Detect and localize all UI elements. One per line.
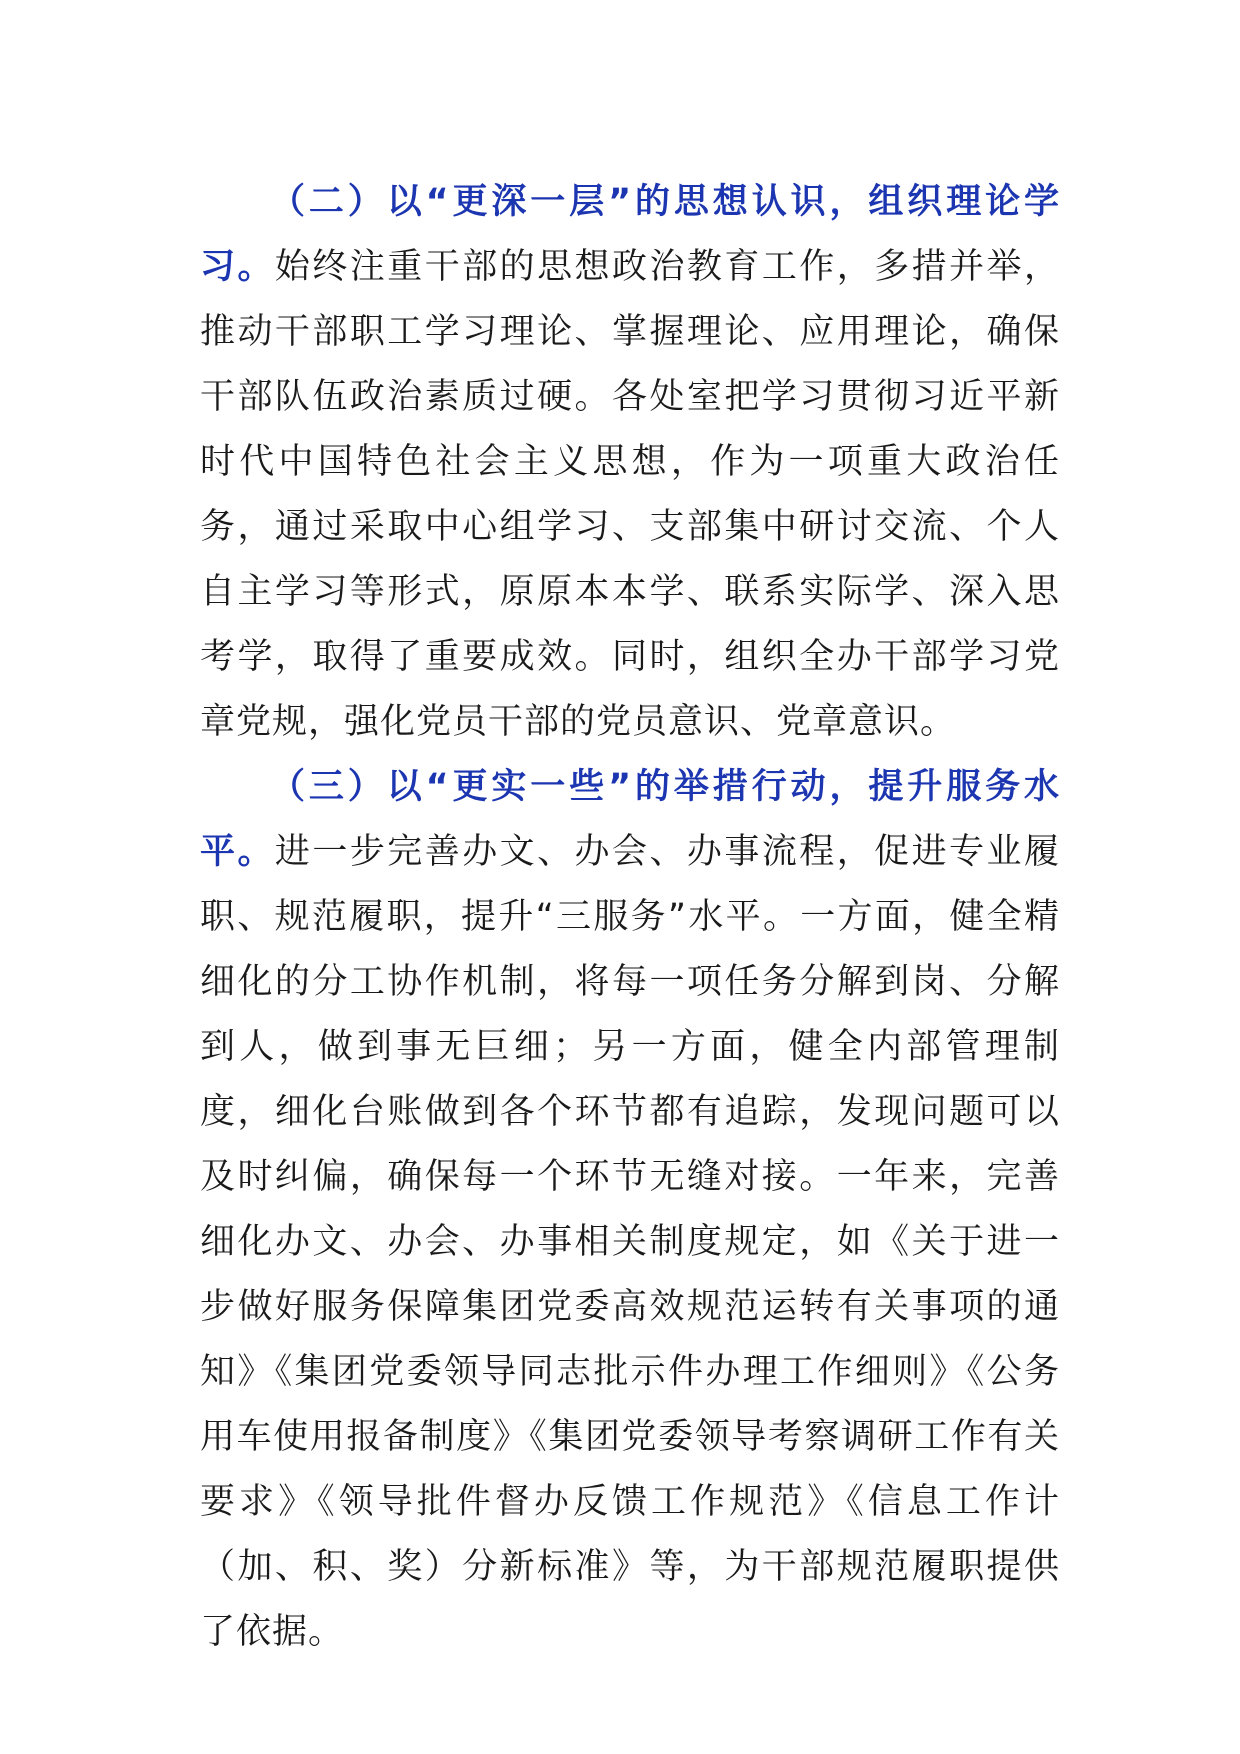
document-page [200, 170, 1060, 1665]
section-heading: （二）以“更深一层”的思想认识，组织理论学习。 [200, 182, 1060, 287]
section-paragraph-2 [200, 170, 1060, 755]
section-body: 进一步完善办文、办会、办事流程，促进专业履职、规范履职，提升“三服务”水平。一方面，健全精细化的分工协作机制，将每一项任务分解到岗、分解到人，做到事无巨细；另一方面，健全内部管理制度，细化台账做到各个环节都有追踪，发现问题可以及时纠偏，确保每一个环节无缝对接。一年来，完善细化办文、办会、办事相关制度规定，如《关于进一步做好服务保障集团党委高效规范运转有关事项的通知》《集团党委领导同志批示件办理工作细则》《公务用车使用报备制度》《集团党委领导考察调研工作有关要求》《领导批件督办反馈工作规范》《信息工作计（加、积、奖）分新标准》等，为干部规范履职提供了依据。 [200, 832, 1060, 1652]
section-heading: （三）以“更实一些”的举措行动，提升服务水平。 [200, 767, 1060, 872]
section-paragraph-3 [200, 755, 1060, 1665]
section-body: 始终注重干部的思想政治教育工作，多措并举，推动干部职工学习理论、掌握理论、应用理论，确保干部队伍政治素质过硬。各处室把学习贯彻习近平新时代中国特色社会主义思想，作为一项重大政治任务，通过采取中心组学习、支部集中研讨交流、个人自主学习等形式，原原本本学、联系实际学、深入思考学，取得了重要成效。同时，组织全办干部学习党章党规，强化党员干部的党员意识、党章意识。 [200, 247, 1060, 742]
